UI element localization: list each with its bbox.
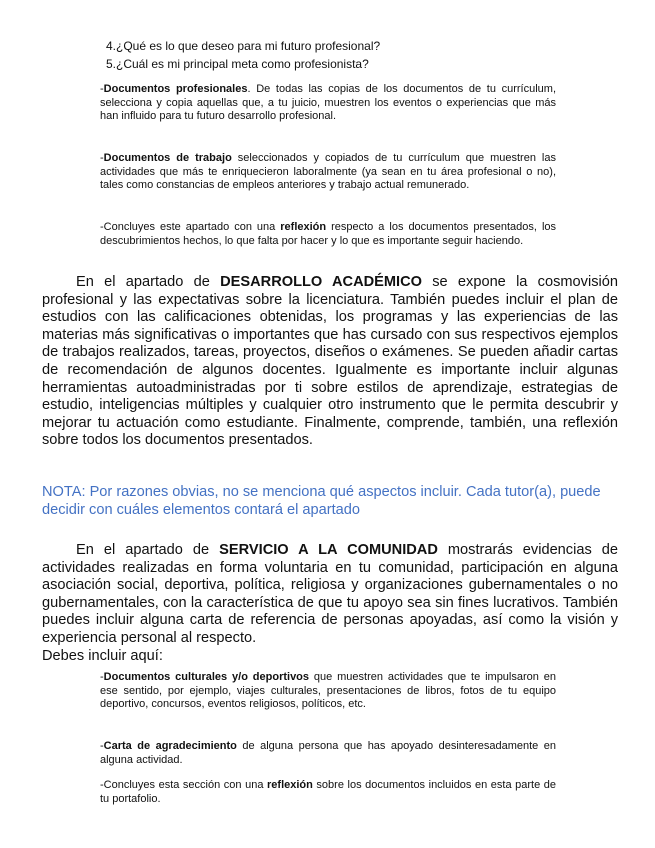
doc-item-trabajo: -Documentos de trabajo seleccionados y copiados de tu currículum que muestren las actividades que más te enriquecieron laboralmente (ya sean en tu área profesional o no), tales como constancias de empleos anteriores y trabajo actual remunerado. [100, 152, 556, 192]
doc-item-reflexion-1: -Concluyes este apartado con una reflexión respecto a los documentos presentados, los descubrimientos hechos, lo que falta por hacer y lo que es importante seguir haciendo. [100, 221, 556, 247]
question-4: 4.¿Qué es lo que deseo para mi futuro profesional? [106, 39, 381, 53]
doc-item-carta: -Carta de agradecimiento de alguna persona que has apoyado desinteresadamente en alguna actividad. [100, 740, 556, 766]
community-heading: SERVICIO A LA COMUNIDAD [219, 542, 438, 558]
academic-heading: DESARROLLO ACADÉMICO [220, 274, 422, 290]
note-paragraph: NOTA: Por razones obvias, no se menciona qué aspectos incluir. Cada tutor(a), puede decidir con cuáles elementos contará el apartado [42, 484, 601, 518]
community-paragraph: En el apartado de SERVICIO A LA COMUNIDAD mostrarás evidencias de actividades realizadas en forma voluntaria en tu comunidad, participación en alguna asociación social, deportiva, política, religiosa y organizaciones gubernamentales o no gubernamentales, con la característica de que tu apoyo sea sin fines lucrativos. También puedes incluir alguna carta de referencia de personas apoyadas, así como la visión y experiencia personal al respecto. Debes incluir aquí: [42, 542, 619, 664]
academic-paragraph: En el apartado de DESARROLLO ACADÉMICO se expone la cosmovisión profesional y las expectativas sobre la licenciatura. También puedes incluir el plan de estudios con las calificaciones obtenidas, los programas y las experiencias de las materias más significativas o importantes que has cursado con sus respectivos ejemplos de trabajos realizados, tareas, proyectos, diseños o exámenes. Se pueden añadir cartas de recomendación de algunos docentes. Igualmente es importante incluir algunas herramientas autoadministradas por ti sobre estilos de aprendizaje, estrategias de estudio, inteligencias múltiples y cualquier otro instrumento que le permita descubrir y mejorar tu actuación como estudiante. Finalmente, comprende, también, una reflexión sobre todos los documentos presentados. [42, 274, 618, 449]
doc-item-reflexion-2: -Concluyes esta sección con una reflexión sobre los documentos incluidos en esta parte de tu portafolio. [100, 779, 557, 805]
doc-item-culturales: -Documentos culturales y/o deportivos que muestren actividades que te impulsaron en ese sentido, por ejemplo, viajes culturales, presentaciones de libros, fotos de tu equipo deportivo, concursos, eventos religiosos, políticos, etc. [100, 671, 557, 711]
question-5: 5.¿Cuál es mi principal meta como profesionista? [106, 57, 369, 71]
include-label: Debes incluir aquí: [42, 647, 163, 664]
doc-item-profesionales: -Documentos profesionales. De todas las copias de los documentos de tu currículum, selecciona y copia aquellas que, a tu juicio, muestren los eventos o experiencias que más han influido para tu futuro desarrollo profesional. [100, 83, 556, 123]
